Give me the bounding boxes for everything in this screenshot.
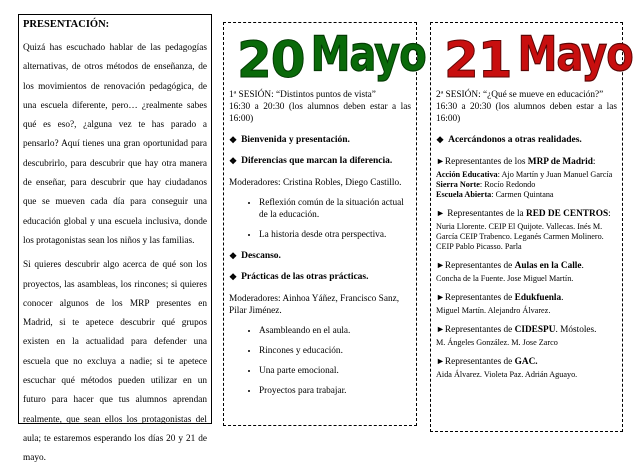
rep-edukfuenla-details: Miguel Martín. Alejandro Álvarez. bbox=[436, 306, 551, 315]
mrp-text: : Carmen Quintana bbox=[491, 190, 554, 199]
rep-name: GAC. bbox=[514, 357, 538, 367]
day1-date-month: Mayo bbox=[310, 27, 426, 83]
rep-name: CIDESPU bbox=[514, 325, 556, 335]
day1-session bbox=[229, 89, 411, 125]
day1-date-heading bbox=[237, 27, 426, 89]
day2-session-time: 16:30 a 20:30 (los alumnos deben estar a las 16:00) bbox=[436, 102, 617, 124]
rep-name: MRP de Madrid bbox=[527, 157, 593, 167]
rep-gac bbox=[436, 356, 617, 368]
rep-mrp-details bbox=[436, 170, 617, 200]
section-label: Bienvenida y presentación. bbox=[241, 135, 350, 145]
day1-list-2 bbox=[229, 325, 411, 397]
rep-prefix: Representantes de bbox=[444, 293, 515, 303]
mrp-text: : Rocío Redondo bbox=[479, 180, 536, 189]
rep-prefix: Representantes de bbox=[444, 357, 515, 367]
day1-panel bbox=[223, 22, 426, 426]
diamond-bullet-icon: ❖ bbox=[229, 251, 238, 261]
day2-section-realities bbox=[436, 135, 617, 146]
diamond-bullet-icon: ❖ bbox=[229, 156, 238, 166]
rep-edukfuenla bbox=[436, 292, 617, 304]
rep-gac-details: Aida Álvarez. Violeta Paz. Adrián Aguayo. bbox=[436, 370, 578, 379]
mrp-label: Sierra Norte bbox=[436, 180, 480, 189]
day1-section-practices bbox=[229, 272, 411, 283]
presentation-paragraph-1: Quizá has escuchado hablar de las pedagogías alternativas, de otros métodos de enseñanza, de los movimientos de renovación pedagógica, de una escuela diferente, pero… ¿realmente sabes qué es eso?, ¿alguna vez te has parado a pensarlo? Aquí tienes una gran oportunidad para descubrirlo, para descubrir que hay otra manera de enseñar, para descubrir que hay ciudadanos que se mueven cada día para conseguir una educación global y una escuela inclusiva, donde los protagonistas sean los niños y las familias. bbox=[23, 43, 207, 246]
day2-session-title: 2ª SESIÓN: “¿Qué se mueve en educación?” bbox=[436, 90, 604, 100]
list-item: • Reflexión común de la situación actual de la educación. bbox=[259, 197, 411, 221]
list-item: • Rincones y educación. bbox=[259, 345, 411, 357]
rep-cidespu-details: M. Ángeles González. M. Jose Zarco bbox=[436, 338, 558, 347]
presentation-paragraph-2: Si quieres descubrir algo acerca de qué son los proyectos, las asambleas, los rincones; si quieres conocer algunos de los MRP presentes en Madrid, si te apetece descubrir qué grupos existen en la actualidad para defender una escuela que no excluya a nadie; si te apetece escuchar qué métodos pueden utilizar en un futuro para hacer que tus alumnos aprendan realmente, que sean ellos los protagonistas del aula; te estaremos esperando los días 20 y 21 de mayo. bbox=[23, 260, 207, 464]
section-label: Acercándonos a otras realidades. bbox=[448, 135, 582, 145]
arrow-right-icon: ► bbox=[436, 208, 445, 218]
arrow-right-icon: ► bbox=[436, 292, 445, 302]
day1-moderators-2: Moderadores: Ainhoa Yáñez, Francisco Sanz, Pilar Jiménez. bbox=[229, 294, 400, 316]
rep-cidespu bbox=[436, 324, 617, 336]
rep-prefix: Representantes de los bbox=[444, 157, 528, 167]
rep-prefix: Representantes de bbox=[444, 261, 515, 271]
day1-date-number: 20 bbox=[237, 31, 305, 89]
presentation-title: PRESENTACIÓN: bbox=[23, 19, 110, 30]
rep-suffix: . Móstoles. bbox=[555, 325, 597, 335]
rep-red-details: Nuria Llorente. CEIP El Quijote. Vallecas. Inés M. García CEIP Trabenco. Leganés Carmen Molinero. CEIP Pablo Picasso. Parla bbox=[436, 222, 604, 251]
list-item: • Asambleando en el aula. bbox=[259, 325, 411, 337]
rep-suffix: : bbox=[608, 209, 611, 219]
mrp-text: : Ajo Martín y Juan Manuel García bbox=[497, 170, 613, 179]
rep-name: RED DE CENTROS bbox=[525, 209, 609, 219]
rep-name: Edukfuenla bbox=[514, 293, 562, 303]
rep-red-centros bbox=[436, 208, 617, 220]
list-item: • Una parte emocional. bbox=[259, 365, 411, 377]
rep-aulas bbox=[436, 260, 617, 272]
diamond-bullet-icon: ❖ bbox=[229, 272, 238, 282]
rep-prefix: Representantes de bbox=[444, 325, 515, 335]
day2-date-month: Mayo bbox=[517, 27, 633, 83]
rep-aulas-details: Concha de la Fuente. Jose Miguel Martín. bbox=[436, 274, 574, 283]
day1-moderators-1: Moderadores: Cristina Robles, Diego Castillo. bbox=[229, 178, 402, 188]
day1-section-break bbox=[229, 251, 411, 262]
day1-section-differences bbox=[229, 156, 411, 167]
rep-suffix: . bbox=[561, 293, 564, 303]
arrow-right-icon: ► bbox=[436, 156, 445, 166]
section-label: Descanso. bbox=[241, 251, 281, 261]
diamond-bullet-icon: ❖ bbox=[436, 135, 445, 145]
diamond-bullet-icon: ❖ bbox=[229, 135, 238, 145]
presentation-panel bbox=[18, 14, 212, 464]
rep-prefix: Representantes de la bbox=[447, 209, 526, 219]
section-label: Diferencias que marcan la diferencia. bbox=[241, 156, 393, 166]
list-item: • Proyectos para trabajar. bbox=[259, 385, 411, 397]
arrow-right-icon: ► bbox=[436, 356, 445, 366]
rep-mrp bbox=[436, 156, 617, 168]
day2-session bbox=[436, 89, 617, 125]
arrow-right-icon: ► bbox=[436, 324, 445, 334]
rep-name: Aulas en la Calle bbox=[514, 261, 582, 271]
day2-panel bbox=[430, 22, 633, 432]
day1-list-1 bbox=[229, 197, 411, 241]
mrp-label: Acción Educativa bbox=[436, 170, 498, 179]
arrow-right-icon: ► bbox=[436, 260, 445, 270]
day1-session-time: 16:30 a 20:30 (los alumnos deben estar a las 16:00) bbox=[229, 102, 411, 124]
day2-date-number: 21 bbox=[444, 31, 512, 89]
section-label: Prácticas de las otras prácticas. bbox=[241, 272, 369, 282]
rep-suffix: : bbox=[592, 157, 596, 167]
day2-date-heading bbox=[444, 27, 633, 89]
day1-session-title: 1ª SESIÓN: “Distintos puntos de vista” bbox=[229, 90, 376, 100]
rep-suffix: . bbox=[581, 261, 584, 271]
day1-section-welcome bbox=[229, 135, 411, 146]
mrp-label: Escuela Abierta bbox=[436, 190, 492, 199]
list-item: • La historia desde otra perspectiva. bbox=[259, 229, 411, 241]
